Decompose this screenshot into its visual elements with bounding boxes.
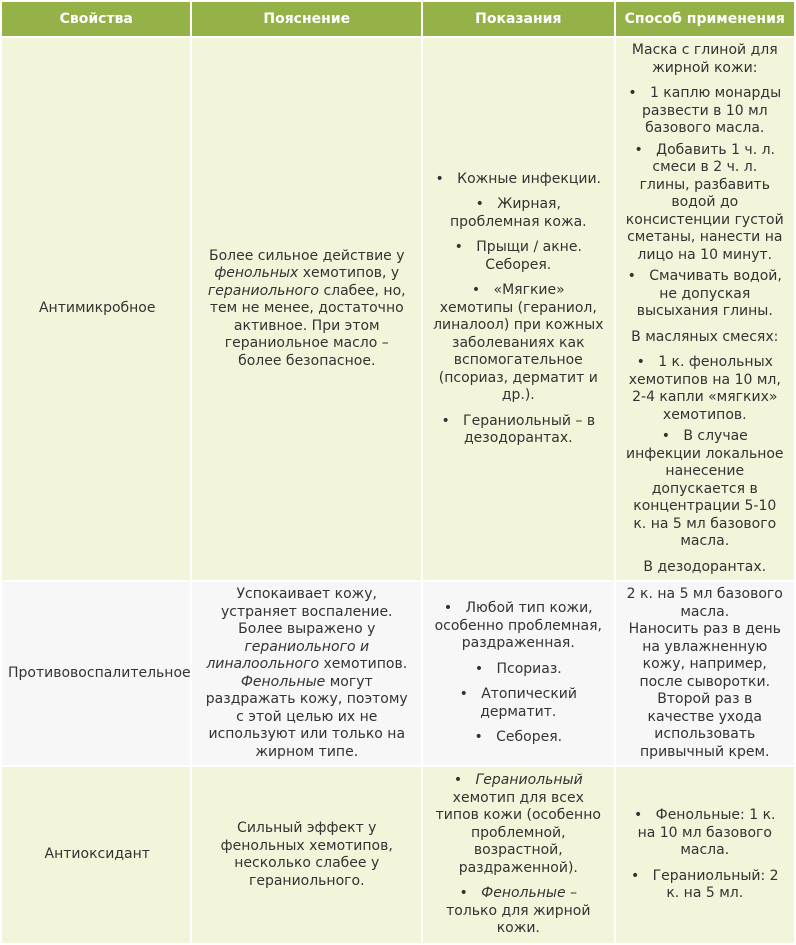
list-item: • Псориаз. <box>433 661 603 679</box>
list-item: • В случае инфекции локальное нанесение допускается в концентрации 5-10 к. на 5 мл базового масла. <box>626 428 784 551</box>
header-indications: Показания <box>423 2 613 36</box>
list-item: • Гераниольный: 2 к. на 5 мл. <box>626 868 784 903</box>
oil-steps-list <box>626 354 784 551</box>
explanation-cell: Более сильное действие у фенольных хемотипов, у гераниольного слабее, но, тем не менее, достаточно активное. При этом гераниольное масло – более безопасное. <box>192 38 421 580</box>
usage-line: 2 к. на 5 мл базового масла. <box>626 586 783 620</box>
usage-outro: В дезодорантах. <box>643 558 767 575</box>
list-item: • Фенольные: 1 к. на 10 мл базового масла. <box>626 807 784 860</box>
header-properties: Свойства <box>2 2 190 36</box>
table-row-antioxidant <box>2 767 794 943</box>
list-item: • 1 каплю монарды развести в 10 мл базового масла. <box>626 85 784 138</box>
list-item: • Любой тип кожи, особенно проблемная, раздраженная. <box>433 600 603 653</box>
indications-cell <box>423 38 613 580</box>
indications-list <box>433 600 603 747</box>
header-explanation: Пояснение <box>192 2 421 36</box>
explanation-cell: Сильный эффект у фенольных хемотипов, несколько слабее у гераниольного. <box>192 767 421 943</box>
usage-line: Второй раз в качестве ухода использовать привычный крем. <box>640 691 770 760</box>
list-item: • Гераниольный – в дезодорантах. <box>433 413 603 448</box>
mask-steps-list <box>626 85 784 321</box>
table-header-row <box>2 2 794 36</box>
list-item: • Атопический дерматит. <box>433 686 603 721</box>
indications-list <box>433 772 603 938</box>
list-item: • Гераниольный хемотип для всех типов кожи (особенно проблемной, возрастной, раздраженной). <box>433 772 603 877</box>
explanation-cell: Успокаивает кожу, устраняет воспаление. Более выражено у гераниольного и линалоольного хемотипов. Фенольные могут раздражать кожу, поэтому с этой целью их не используют или только на жирном типе. <box>192 582 421 765</box>
list-item: • Себорея. <box>433 729 603 747</box>
list-item: • Прыщи / акне. Себорея. <box>433 239 603 274</box>
usage-cell <box>616 582 794 765</box>
property-cell: Противовоспалительное <box>2 582 190 765</box>
list-item: • 1 к. фенольных хемотипов на 10 мл, 2-4 капли «мягких» хемотипов. <box>626 354 784 424</box>
list-item: • «Мягкие» хемотипы (гераниол, линалоол) при кожных заболеваниях как вспомогательное (псориаз, дерматит и др.). <box>433 282 603 405</box>
indications-cell <box>423 767 613 943</box>
property-cell: Антиоксидант <box>2 767 190 943</box>
list-item: • Жирная, проблемная кожа. <box>433 196 603 231</box>
list-item: • Смачивать водой, не допуская высыхания глины. <box>626 268 784 321</box>
list-item: • Фенольные – только для жирной кожи. <box>433 885 603 938</box>
list-item: • Добавить 1 ч. л. смеси в 2 ч. л. глины, разбавить водой до консистенции густой сметаны, нанести на лицо на 10 минут. <box>626 142 784 265</box>
list-item: • Кожные инфекции. <box>433 171 603 189</box>
usage-line: Наносить раз в день на увлажненную кожу, например, после сыворотки. <box>628 621 781 690</box>
usage-intro: Маска с глиной для жирной кожи: <box>631 42 778 76</box>
table-row-antimicrobial <box>2 38 794 580</box>
indications-list <box>433 171 603 448</box>
property-cell: Антимикробное <box>2 38 190 580</box>
indications-cell <box>423 582 613 765</box>
usage-list <box>626 807 784 903</box>
usage-cell <box>616 767 794 943</box>
table-row-anti-inflammatory <box>2 582 794 765</box>
header-usage: Способ применения <box>616 2 794 36</box>
usage-cell <box>616 38 794 580</box>
usage-oil-title: В масляных смесях: <box>631 328 779 345</box>
